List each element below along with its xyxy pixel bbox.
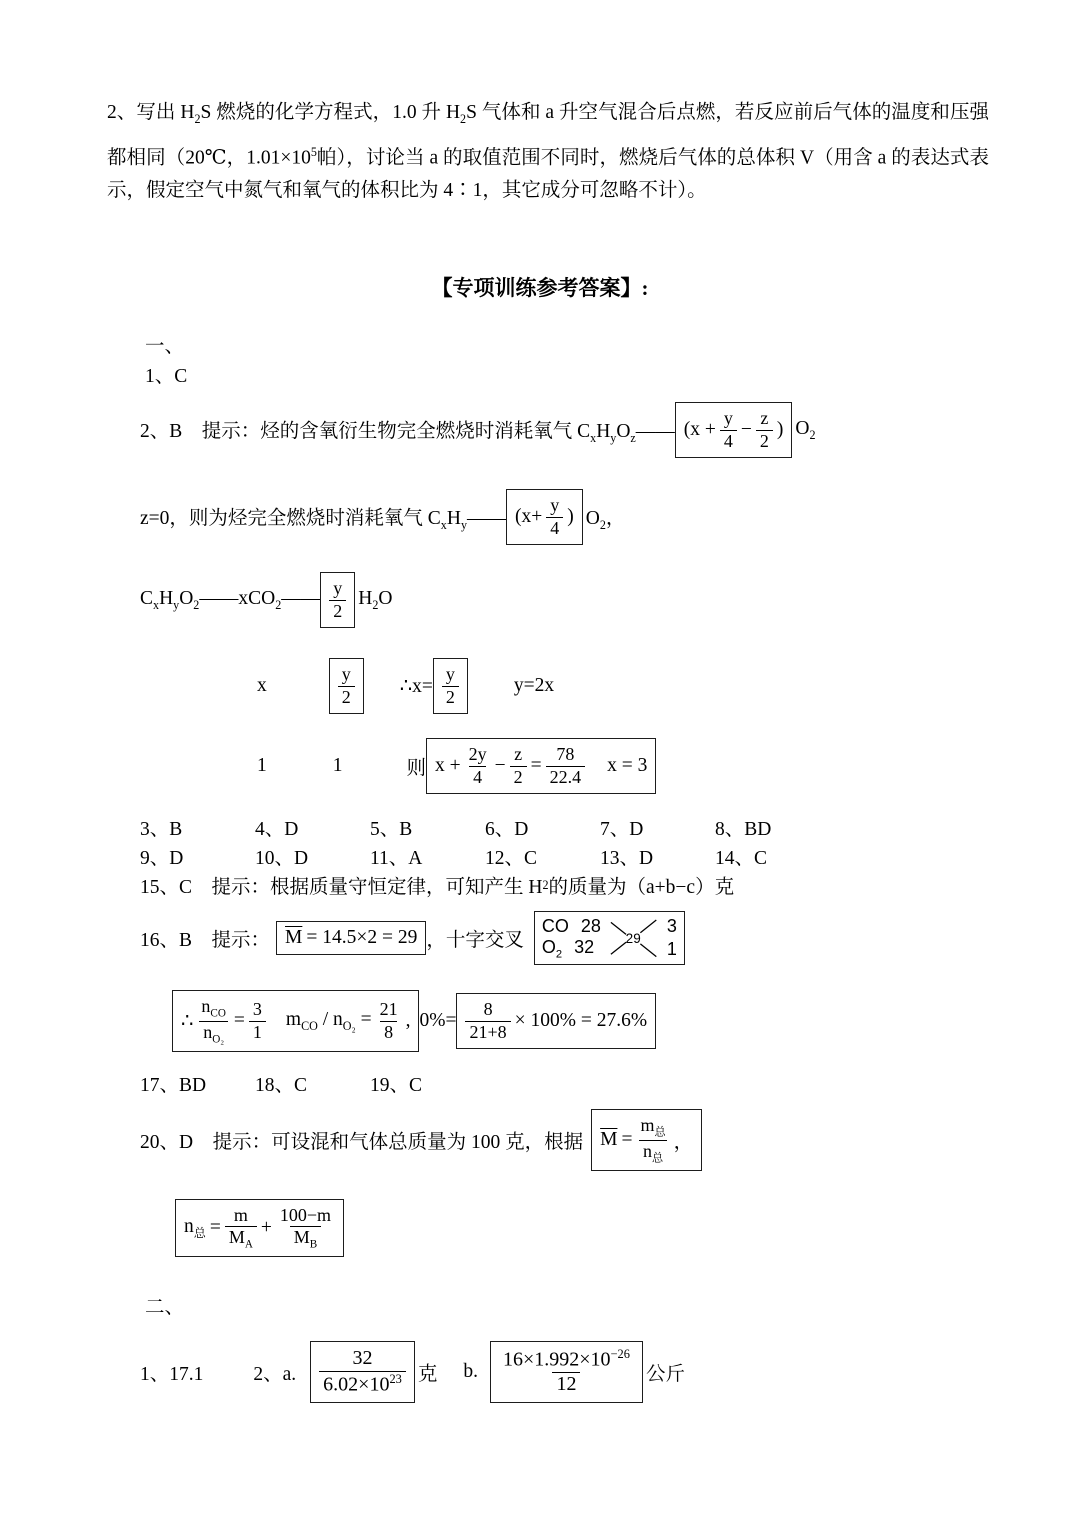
answers-row-3 [140, 1069, 422, 1097]
answer-q20 [140, 1097, 702, 1183]
fraction [756, 408, 773, 451]
q20-ntotal-row [175, 1186, 344, 1270]
fraction [276, 1205, 335, 1252]
answer-q2-line3 [140, 563, 392, 637]
math-mean-molar-mass: $\overline{M}$ [600, 1129, 618, 1150]
fraction-numerator: 3 [252, 999, 262, 1020]
q20-mbar-box [591, 1109, 702, 1172]
q16-percent-box [456, 993, 656, 1048]
fraction [546, 495, 563, 538]
fraction [338, 664, 355, 707]
q16-formula-row [172, 983, 656, 1059]
answer-item: 2、a. [253, 1364, 297, 1385]
q16-text: 16、B 提示： [140, 930, 271, 951]
fraction-numerator: 8 [483, 999, 493, 1020]
math-lhs: $n_总$ [184, 1215, 206, 1240]
math-expression: = 14.5×2 = 29 [306, 927, 418, 948]
fraction-numerator: y [550, 495, 560, 516]
fraction-denominator: 22.4 [546, 766, 586, 788]
math-result: x = 3 [607, 755, 648, 776]
fraction-numerator: m [233, 1204, 248, 1225]
cross-bottom-right-value: 1 [666, 939, 677, 960]
cross-top-value: 28 [580, 915, 601, 936]
q2-line1-suffix: $O_2$ [795, 417, 816, 442]
q20-ntotal-box [175, 1199, 344, 1258]
math-comma: ， [673, 1132, 694, 1153]
fraction-denominator: 2 [329, 600, 346, 622]
math-minus: − [494, 755, 506, 776]
q2b-formula-box [490, 1341, 643, 1403]
cross-top-right-value: 3 [666, 915, 677, 936]
fraction [197, 996, 230, 1047]
fraction-numerator: 78 [556, 744, 575, 765]
q2-line2-suffix: $O_2$， [585, 507, 626, 532]
fraction-numerator: y [341, 664, 351, 685]
q2-line1-formula-box [675, 402, 793, 457]
cross-x-lines [604, 916, 664, 961]
cross-left-column [542, 916, 601, 961]
q16-between-text: 0%= [419, 1010, 457, 1031]
answer-item: 3、B [140, 819, 183, 840]
math-therefore: ∴x= [399, 676, 433, 697]
math-x: x [257, 675, 267, 696]
problem-paragraph: 2、写出 $H_2S$ 燃烧的化学方程式，1.0 升 $H_2S$ 气体和 a 升空气混合后点燃，若反应前后气体的温度和压强都相同（20℃，$1.01\times 10^5$帕），讨论当 a 的取值范围不同时，燃烧后气体的总体积 V（用含 a 的表达式表示，假定空气中氮气和氧气的体积比为 4∶1，其它成分可忽略不计）。 [107, 102, 989, 202]
q2-line5-formula-box [426, 738, 656, 793]
fraction [510, 744, 527, 787]
answer-item: 6、D [485, 819, 529, 840]
fraction-denominator: 2 [756, 430, 773, 452]
fraction [720, 408, 737, 451]
fraction-denominator: 4 [546, 517, 563, 539]
math-plus: + [260, 1216, 272, 1238]
math-close: ) [776, 419, 784, 440]
answer-item: 17、BD [140, 1075, 207, 1096]
math-comma: , [405, 1010, 411, 1031]
q2-line2-formula-box [506, 489, 583, 544]
q2-line4-box1 [329, 658, 364, 713]
fraction [465, 999, 510, 1042]
answer-q15: 15、C 提示：根据质量守恒定律，可知产生 H 2 的质量为（a+b−c）克 [140, 877, 735, 898]
answer-q2-line2 [140, 484, 625, 550]
cross-multiplication-diagram [534, 911, 685, 966]
math-equals: = [209, 1216, 221, 1238]
q2-line3-suffix: $H_2O$ [358, 587, 393, 612]
fraction-denominator: $n_{O_2}$ [199, 1021, 228, 1047]
cross-lines-icon [604, 916, 664, 961]
fraction-numerator: 32 [352, 1347, 373, 1370]
fraction [546, 744, 586, 787]
answers-row-2 [140, 842, 767, 870]
q16-middle-text: ，十字交叉 [426, 930, 524, 951]
answers-row-1 [140, 813, 771, 841]
fraction-denominator: 4 [469, 766, 486, 788]
fraction-denominator: $6.02\times 10^{23}$ [319, 1371, 406, 1397]
fraction-numerator: $n_{CO}$ [201, 995, 226, 1020]
cross-bottom-row [542, 937, 601, 961]
q2a-formula-box [310, 1341, 415, 1403]
fraction-numerator: 100−m [279, 1204, 332, 1225]
math-then: 则 [406, 758, 427, 779]
q2-line2-text: z=0，则为烃完全燃烧时消耗氧气 $C_xH_y——$ [140, 507, 506, 532]
unit-label: 克 [417, 1364, 438, 1385]
fraction-numerator: z [760, 408, 769, 429]
q2-line3-formula-box [320, 572, 355, 627]
math-equals: = [530, 755, 542, 776]
math-open: (x+ [514, 506, 543, 527]
answer-q1: 1、C [145, 366, 188, 387]
q16-ratio-box [172, 990, 419, 1053]
answer-q16 [140, 900, 685, 976]
fraction [329, 578, 346, 621]
math-minus: − [740, 419, 752, 440]
fraction-numerator: y [333, 578, 343, 599]
math-one: 1 [257, 755, 267, 776]
answer-q2-line4 [257, 647, 554, 725]
fraction-denominator: 21+8 [465, 1021, 510, 1043]
fraction-denominator: 2 [442, 686, 459, 708]
fraction-denominator: 8 [380, 1021, 397, 1043]
fraction-numerator: z [514, 744, 523, 765]
math-mean-molar-mass: $\overline{M}$ [285, 927, 303, 948]
answer-item: 5、B [370, 819, 413, 840]
fraction-denominator: 2 [510, 766, 527, 788]
math-equals: = [233, 1010, 245, 1031]
q16-mbar-box [276, 921, 426, 955]
fraction [319, 1347, 406, 1397]
math-one: 1 [332, 755, 343, 776]
section1-label: 一、 [145, 336, 185, 357]
answer-item: 4、D [255, 819, 299, 840]
math-lhs: x + [435, 755, 461, 776]
fraction-denominator: $n_总$ [639, 1140, 667, 1166]
q20-text: 20、D 提示：可设混和气体总质量为 100 克，根据 [140, 1132, 584, 1153]
fraction [465, 744, 491, 787]
math-therefore: ∴ [181, 1011, 194, 1032]
answer-item: 1、17.1 [140, 1364, 204, 1385]
answer-item: 9、D [140, 848, 184, 869]
section2-label: 二、 [145, 1297, 185, 1318]
q2-line1-text: 2、B 提示：烃的含氧衍生物完全燃烧时消耗氧气 $C_xH_yO_z——$ [140, 420, 675, 445]
fraction [636, 1115, 669, 1166]
answer-item: 11、A [370, 848, 423, 869]
fraction [499, 1347, 634, 1397]
math-expression: × 100% = 27.6% [514, 1010, 648, 1031]
fraction-numerator: $m_总$ [640, 1114, 666, 1139]
answer-item: 10、D [255, 848, 309, 869]
q2-line4-box2 [433, 658, 468, 713]
fraction-numerator: 2y [468, 744, 487, 765]
answer-item: 13、D [600, 848, 654, 869]
fraction [442, 664, 459, 707]
math-equals: = [621, 1129, 633, 1150]
answer-item: 19、C [370, 1075, 423, 1096]
cross-top-label: CO [541, 915, 569, 936]
answer-q2-line5 [257, 728, 656, 804]
fraction [249, 999, 266, 1042]
fraction-denominator: 4 [720, 430, 737, 452]
answer-item: 12、C [485, 848, 538, 869]
fraction-denominator: $M_A$ [225, 1226, 257, 1252]
fraction-denominator: $M_B$ [290, 1226, 321, 1252]
cross-bottom-label: $O_2$ [541, 936, 563, 961]
cross-right-column [667, 916, 677, 961]
fraction-numerator: $16\times 1.992\times 10^{-26}$ [502, 1347, 630, 1371]
fraction-denominator: 12 [552, 1372, 580, 1397]
answer-item: 8、BD [715, 819, 772, 840]
answer-item: 18、C [255, 1075, 308, 1096]
fraction-denominator: 2 [338, 686, 355, 708]
fraction-numerator: y [723, 408, 733, 429]
answer-item: 7、D [600, 819, 644, 840]
math-close: ) [567, 506, 574, 527]
answer-item: b. [463, 1361, 478, 1382]
answer-item: 14、C [715, 848, 768, 869]
cross-bottom-value: 32 [574, 936, 595, 957]
q2-line3-text: $C_xH_yO_2——xCO_2——$ [140, 587, 321, 612]
fraction [225, 1205, 257, 1252]
math-result: y=2x [513, 675, 555, 696]
cross-top-row [542, 916, 601, 937]
math-open: (x + [683, 419, 716, 440]
answer-q2-line1 [140, 398, 816, 462]
fraction [376, 999, 402, 1042]
section2-answers-row [140, 1326, 685, 1418]
cross-center-value: 29 [625, 930, 641, 946]
fraction-numerator: 21 [379, 999, 398, 1020]
fraction-denominator: 1 [249, 1021, 266, 1043]
math-expression: $m_{CO} / n_{O_2}$ = [285, 1008, 372, 1033]
fraction-numerator: y [445, 664, 455, 685]
answers-heading: 【专项训练参考答案】: [431, 276, 649, 300]
unit-label: 公斤 [645, 1364, 685, 1385]
